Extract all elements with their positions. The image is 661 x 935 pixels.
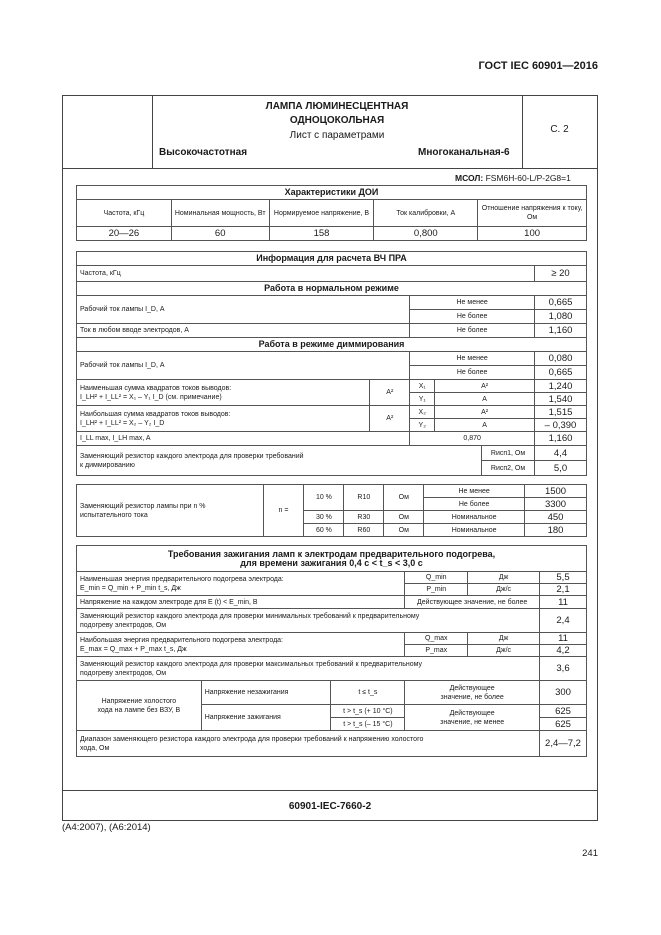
ign-label: Напряжение зажигания xyxy=(201,705,331,731)
q-max: Q_max xyxy=(405,633,468,645)
p-max-value: 4,2 xyxy=(540,645,587,657)
max-label: Не более xyxy=(410,310,535,324)
q-min-value: 5,5 xyxy=(540,572,587,584)
max-label: Не более xyxy=(424,498,525,511)
characteristics-table xyxy=(76,185,587,241)
y2-value: – 0,390 xyxy=(535,419,587,432)
unit-ohm: Ом xyxy=(384,511,424,524)
unit-a2: A² xyxy=(435,406,535,419)
voltage-label: Напряжение на каждом электроде для E (t) < E_min, В xyxy=(77,596,405,609)
ll-max-value: 1,160 xyxy=(535,432,587,446)
mcol: МСОЛ: FSM6H-60-L/P-2G8=1 xyxy=(455,173,571,183)
header-left-label: Высокочастотная xyxy=(159,147,248,158)
header-subtitle: Лист с параметрами xyxy=(289,130,385,141)
min-sum-label: Наименьшая сумма квадратов токов выводов: xyxy=(80,384,232,392)
unit-ohm: Ом xyxy=(384,524,424,537)
cell-value: 0,800 xyxy=(374,227,478,241)
unit-a2: A² xyxy=(370,406,410,432)
voltage-value: 11 xyxy=(540,596,587,609)
p-max: P_max xyxy=(405,645,468,657)
unit-a2: A² xyxy=(435,380,535,393)
nominal: Номинальное xyxy=(424,524,525,537)
y2-label: Y₂ xyxy=(410,419,435,432)
freq-value: ≥ 20 xyxy=(535,266,587,282)
sheet-code: 60901-IEC-7660-2 xyxy=(288,801,372,812)
r10-max: 3300 xyxy=(525,498,587,511)
standard-id: ГОСТ IEC 60901—2016 xyxy=(478,60,598,72)
r-isp1-value: 4,4 xyxy=(535,446,587,461)
eff-max: Действующее значение, не более xyxy=(405,681,540,705)
characteristics-title: Характеристики ДОИ xyxy=(77,186,587,200)
cell-value: 60 xyxy=(171,227,269,241)
min-label: Не менее xyxy=(424,485,525,498)
r60-value: 180 xyxy=(525,524,587,537)
p30: 30 % xyxy=(304,511,344,524)
p-min: P_min xyxy=(405,584,468,596)
min-label: Не менее xyxy=(410,296,535,310)
unit-j: Дж xyxy=(468,572,540,584)
r30: R30 xyxy=(344,511,384,524)
q-max-value: 11 xyxy=(540,633,587,645)
col-header: Ток калибровки, А xyxy=(374,200,478,227)
n-label: n = xyxy=(263,485,304,537)
normal-min: 0,665 xyxy=(535,296,587,310)
effective-max: Действующее значение, не более xyxy=(405,596,540,609)
freq-label: Частота, кГц xyxy=(77,266,535,282)
col-header: Нормируемое напряжение, В xyxy=(269,200,374,227)
cell-value: 20—26 xyxy=(77,227,172,241)
max-label: Не более xyxy=(410,366,535,380)
normal-max: 1,080 xyxy=(535,310,587,324)
r30-value: 450 xyxy=(525,511,587,524)
no-ign-value: 300 xyxy=(540,681,587,705)
page-number: 241 xyxy=(582,848,598,859)
range-value: 2,4—7,2 xyxy=(540,731,587,757)
col-header: Частота, кГц xyxy=(77,200,172,227)
t-gt-ts-m15: t > t_s (– 15 °C) xyxy=(331,718,405,731)
y1-label: Y₁ xyxy=(410,393,435,406)
p10: 10 % xyxy=(304,485,344,511)
r60: R60 xyxy=(344,524,384,537)
max-sum-formula: I_LH² + I_LL² = X₂ – Y₂ I_D xyxy=(80,419,165,427)
dim-title: Работа в режиме диммирования xyxy=(77,338,587,352)
r10-min: 1500 xyxy=(525,485,587,498)
cell-value: 158 xyxy=(269,227,374,241)
subst-min-value: 2,4 xyxy=(540,609,587,633)
max-sum-label: Наибольшая сумма квадратов токов выводов: xyxy=(80,410,231,418)
header-title-2: ОДНОЦОКОЛЬНАЯ xyxy=(289,115,385,126)
lamp-res-label: Заменяющий резистор лампы при n % испытательного тока xyxy=(77,485,264,537)
x1-label: X₁ xyxy=(410,380,435,393)
hf-info-table xyxy=(76,251,587,476)
any-lead-max: 1,160 xyxy=(535,324,587,338)
x2-value: 1,515 xyxy=(535,406,587,419)
dim-min: 0,080 xyxy=(535,352,587,366)
header-title-1: ЛАМПА ЛЮМИНЕСЦЕНТНАЯ xyxy=(265,101,409,112)
p-min-value: 2,1 xyxy=(540,584,587,596)
x2-label: X₂ xyxy=(410,406,435,419)
ignition-table xyxy=(76,545,587,757)
ign-value-1: 625 xyxy=(540,705,587,718)
nominal: Номинальное xyxy=(424,511,525,524)
unit-js: Дж/с xyxy=(468,584,540,596)
r-isp2-label: Rисп2, Ом xyxy=(482,461,535,476)
max-label: Не более xyxy=(410,324,535,338)
range-label: Диапазон заменяющего резистора каждого электрода для проверки требований к напряжению холостого хода, Ом xyxy=(77,731,540,757)
ign-value-2: 625 xyxy=(540,718,587,731)
min-energy: Наименьшая энергия предварительного подогрева электрода: E_min = Q_min + P_min t_s, Дж xyxy=(77,572,405,596)
unit-a: A xyxy=(435,393,535,406)
subst-label: Заменяющий резистор каждого электрода для проверки требований xyxy=(80,452,304,460)
unit-a: A xyxy=(435,419,535,432)
subst-min: Заменяющий резистор каждого электрода для проверки минимальных требований к предварительному подогреву электродов, Ом xyxy=(77,609,540,633)
p60: 60 % xyxy=(304,524,344,537)
dim-current-label: Рабочий ток лампы I_D, А xyxy=(77,352,410,380)
amendments-note: (А4:2007), (А6:2014) xyxy=(62,822,151,833)
max-energy: Наибольшая энергия предварительного подогрева электрода: E_max = Q_max + P_max t_s, Дж xyxy=(77,633,405,657)
subst-max-value: 3,6 xyxy=(540,657,587,681)
lamp-current-label: Рабочий ток лампы I_D, А xyxy=(77,296,410,324)
y1-value: 1,540 xyxy=(535,393,587,406)
col-header: Номинальная мощность, Вт xyxy=(171,200,269,227)
eff-min: Действующее значение, не менее xyxy=(405,705,540,731)
unit-a2: A² xyxy=(370,380,410,406)
lamp-resistor-table xyxy=(76,484,587,537)
any-lead-label: Ток в любом вводе электродов, А xyxy=(77,324,410,338)
q-min: Q_min xyxy=(405,572,468,584)
cell-value: 100 xyxy=(478,227,587,241)
ocv-label: Напряжение холостого хода на лампе без ВЗУ, В xyxy=(77,681,202,731)
no-ign-label: Напряжение незажигания xyxy=(201,681,331,705)
t-gt-ts-10: t > t_s (+ 10 °C) xyxy=(331,705,405,718)
unit-j: Дж xyxy=(468,633,540,645)
r-isp1-label: Rисп1, Ом xyxy=(482,446,535,461)
min-sum-formula: I_LH² + I_LL² = X₁ – Y₁ I_D (см. примечание) xyxy=(80,393,222,401)
x1-value: 1,240 xyxy=(535,380,587,393)
hf-info-title: Информация для расчета ВЧ ПРА xyxy=(77,252,587,266)
ll-max-ratio: 0,870 xyxy=(410,432,535,446)
unit-js: Дж/с xyxy=(468,645,540,657)
r10: R10 xyxy=(344,485,384,511)
page-ref: С. 2 xyxy=(550,124,569,135)
min-label: Не менее xyxy=(410,352,535,366)
subst-label-2: к диммированию xyxy=(80,461,135,469)
subst-max: Заменяющий резистор каждого электрода для проверки максимальных требований к предварительному подогреву электродов, Ом xyxy=(77,657,540,681)
ll-max-label: I_LL max, I_LH max, A xyxy=(77,432,410,446)
normal-title: Работа в нормальном режиме xyxy=(77,282,587,296)
r-isp2-value: 5,0 xyxy=(535,461,587,476)
dim-max: 0,665 xyxy=(535,366,587,380)
unit-ohm: Ом xyxy=(384,485,424,511)
header-right-label: Многоканальная-6 xyxy=(418,147,510,158)
col-header: Отношение напряжения к току, Ом xyxy=(478,200,587,227)
t-le-ts: t ≤ t_s xyxy=(331,681,405,705)
ignition-title: Требования зажигания ламп к электродам предварительного подогрева, для времени зажигания 0,4 с < t_s < 3,0 с xyxy=(77,546,587,572)
